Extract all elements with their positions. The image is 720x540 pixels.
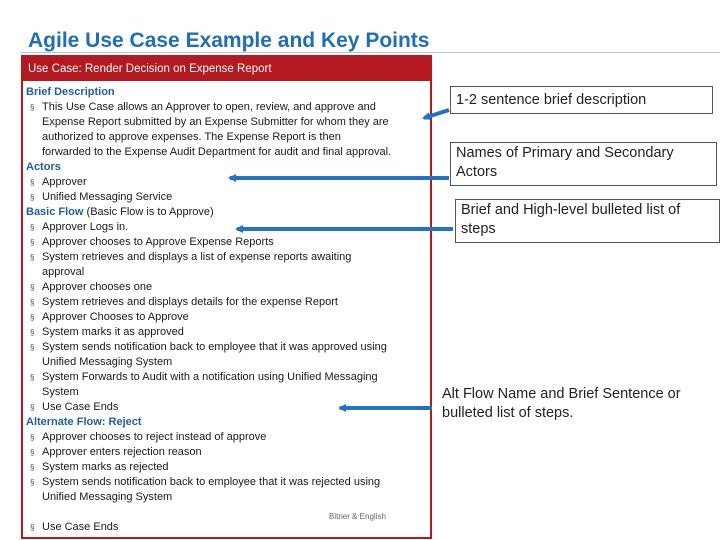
bullet-continuation: Unified Messaging System [42,356,173,368]
section-heading-text: Basic Flow [26,206,84,218]
bullet-continuation: authorized to approve expenses. The Expense Report is then [42,131,341,143]
bullet-icon: § [30,463,35,472]
bullet-text: System sends notification back to employee that it was approved using [42,341,387,353]
bullet-continuation: System [42,386,79,398]
section-heading-text: Brief Description [26,86,115,98]
callout-basic-flow: Brief and High-level bulleted list of steps [455,199,720,243]
section-heading-text: Alternate Flow: Reject [26,416,142,428]
bullet-icon: § [30,373,35,382]
bullet-continuation: Unified Messaging System [42,491,173,503]
bullet-continuation: approval [42,266,85,278]
callout-alternate-flow: Alt Flow Name and Brief Sentence or bulleted list of steps. [437,384,702,428]
arrow-to-brief [424,110,449,118]
callout-actors: Names of Primary and Secondary Actors [450,142,717,186]
bullet-icon: § [30,433,35,442]
bullet-text: Approver chooses one [42,281,153,293]
bullet-icon: § [30,298,35,307]
section-heading-note: (Basic Flow is to Approve) [83,206,214,218]
bullet-icon: § [30,313,35,322]
bullet-icon: § [30,238,35,247]
section-heading-text: Actors [26,161,61,173]
callout-brief-description: 1-2 sentence brief description [450,86,713,114]
bullet-text: System sends notification back to employee that it was rejected using [42,476,381,488]
page-title: Agile Use Case Example and Key Points [28,29,430,52]
bullet-icon: § [30,193,35,202]
bullet-text: Approver chooses to Approve Expense Reports [42,236,274,248]
bullet-text: Approver enters rejection reason [42,446,202,458]
bullet-continuation: Expense Report submitted by an Expense Submitter for whom they are [42,116,389,128]
bullet-text: Approver chooses to reject instead of approve [42,431,267,443]
panel-header: Use Case: Render Decision on Expense Report [23,57,430,81]
bullet-text: System marks as rejected [42,461,169,473]
bullet-text: Approver Logs in. [42,221,129,233]
bullet-text: This Use Case allows an Approver to open, review, and approve and [42,101,376,113]
bullet-continuation: forwarded to the Expense Audit Department for audit and final approval. [42,146,392,158]
bullet-icon: § [30,478,35,487]
bullet-icon: § [30,253,35,262]
credit-text: Bitner & English [329,512,386,521]
bullet-icon: § [30,328,35,337]
bullet-text: System retrieves and displays a list of expense reports awaiting [42,251,352,263]
bullet-text: System retrieves and displays details for the expense Report [42,296,338,308]
bullet-text: System marks it as approved [42,326,184,338]
bullet-text: System Forwards to Audit with a notification using Unified Messaging [42,371,378,383]
bullet-text: Use Case Ends [42,401,119,413]
bullet-icon: § [30,178,35,187]
bullet-text: Use Case Ends [42,521,119,533]
bullet-icon: § [30,223,35,232]
bullet-text: Approver [42,176,87,188]
bullet-icon: § [30,343,35,352]
bullet-icon: § [30,523,35,532]
bullet-icon: § [30,448,35,457]
bullet-icon: § [30,403,35,412]
bullet-text: Approver Chooses to Approve [42,311,189,323]
bullet-text: Unified Messaging Service [42,191,173,203]
bullet-icon: § [30,103,35,112]
bullet-icon: § [30,283,35,292]
